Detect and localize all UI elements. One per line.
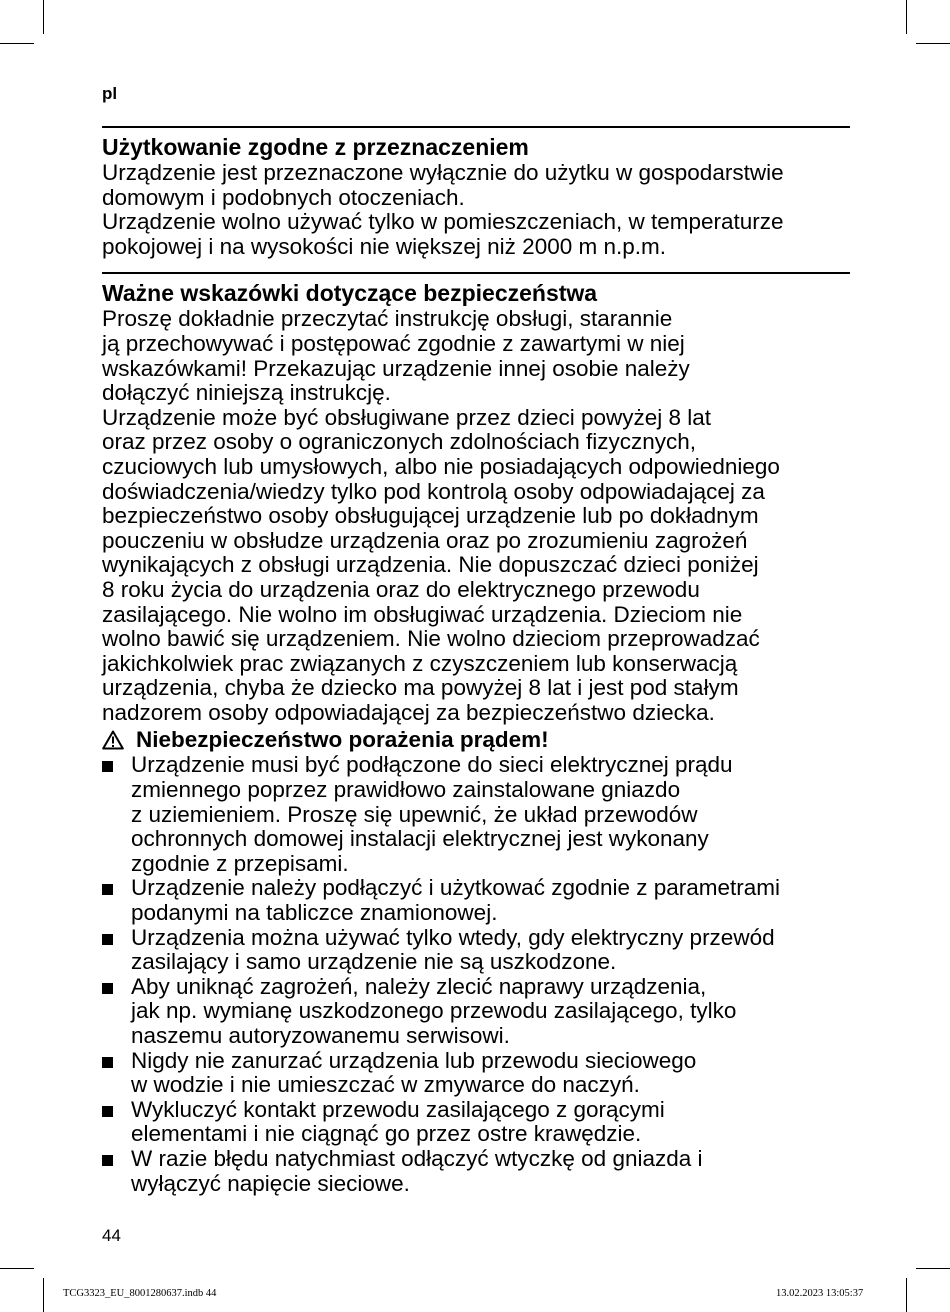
section-intended-use [102,126,850,259]
crop-mark [906,0,907,34]
text-line: W razie błędu natychmiast odłączyć wtyczkę od gniazda i [131,1145,703,1171]
text-line: w wodzie i nie umieszczać w zmywarce do naczyń. [131,1072,640,1098]
page-content [102,126,850,1196]
crop-mark [43,0,44,34]
list-item [102,876,850,925]
section-title: Ważne wskazówki dotyczące bezpieczeństwa [102,280,598,307]
warning-heading [102,727,850,753]
text-line: podanymi na tabliczce znamionowej. [131,900,498,926]
text-line: elementami i nie ciągnąć go przez ostre krawędzie. [131,1121,642,1147]
list-item [102,1049,850,1098]
section-safety [102,272,850,1196]
text-line: Urządzenie wolno używać tylko w pomieszczeniach, w temperaturze [102,209,784,235]
text-line: Proszę dokładnie przeczytać instrukcję obsługi, starannie [102,306,673,332]
text-line: pokojowej i na wysokości nie większej niż 2000 m n.p.m. [102,233,667,259]
text-line: wolno bawić się urządzeniem. Nie wolno dzieciom przeprowadzać [102,626,760,652]
list-item [102,975,850,1049]
text-line: jakichkolwiek prac związanych z czyszczeniem lub konserwacją [102,650,738,676]
warning-triangle-icon [102,730,124,750]
section-body [102,307,850,725]
print-file-info: TCG3323_EU_8001280637.indb 44 [63,1288,217,1299]
text-line: Urządzenie może być obsługiwane przez dzieci powyżej 8 lat [102,404,712,430]
text-line: czuciowych lub umysłowych, albo nie posiadających odpowiedniego [102,453,780,479]
text-line: oraz przez osoby o ograniczonych zdolnościach fizycznych, [102,429,697,455]
text-line: wyłączyć napięcie sieciowe. [131,1170,410,1196]
bullet-square-icon [102,1106,113,1117]
safety-bullet-list [102,753,850,1196]
text-line: Urządzenie jest przeznaczone wyłącznie do użytku w gospodarstwie [102,160,784,185]
text-line: Urządzenie należy podłączyć i użytkować zgodnie z parametrami [131,875,781,901]
text-line: Wykluczyć kontakt przewodu zasilającego z gorącymi [131,1096,665,1122]
text-line: Urządzenie musi być podłączone do sieci elektrycznej prądu [131,752,733,778]
text-line: naszemu autoryzowanemu serwisowi. [131,1023,510,1048]
text-line: ochronnych domowej instalacji elektrycznej jest wykonany [131,826,709,852]
bullet-square-icon [102,1155,113,1166]
bullet-square-icon [102,1057,113,1068]
text-line: zgodnie z przepisami. [131,850,349,876]
bullet-square-icon [102,983,113,994]
text-line: dołączyć niniejszą instrukcję. [102,380,391,406]
text-line: wskazówkami! Przekazując urządzenie innej osobie należy [102,355,690,381]
crop-mark [0,43,34,44]
list-item [102,1098,850,1147]
text-line: z uziemieniem. Proszę się upewnić, że układ przewodów [131,801,698,827]
text-line: 8 roku życia do urządzenia oraz do elektrycznego przewodu [102,576,700,602]
section-title: Użytkowanie zgodne z przeznaczeniem [102,134,529,160]
language-code: pl [102,84,118,103]
text-line: wynikających z obsługi urządzenia. Nie dopuszczać dzieci poniżej [102,552,759,578]
text-line: Aby uniknąć zagrożeń, należy zlecić naprawy urządzenia, [131,973,707,999]
text-line: Urządzenia można używać tylko wtedy, gdy elektryczny przewód [131,924,775,950]
text-line: doświadczenia/wiedzy tylko pod kontrolą osoby odpowiadającej za [102,478,765,504]
crop-mark [916,1268,950,1269]
crop-mark [43,1278,44,1312]
crop-mark [0,1268,34,1269]
page-number: 44 [102,1226,121,1245]
bullet-square-icon [102,884,113,895]
text-line: jak np. wymianę uszkodzonego przewodu zasilającego, tylko [131,998,737,1024]
bullet-square-icon [102,761,113,772]
text-line: Nigdy nie zanurzać urządzenia lub przewodu sieciowego [131,1047,697,1073]
section-body [102,161,850,259]
text-line: zasilającego. Nie wolno im obsługiwać urządzenia. Dzieciom nie [102,601,743,627]
list-item [102,926,850,975]
text-line: domowym i podobnych otoczeniach. [102,184,465,210]
crop-mark [916,43,950,44]
warning-title: Niebezpieczeństwo porażenia prądem! [136,727,549,753]
text-line: ją przechowywać i postępować zgodnie z zawartymi w niej [102,330,685,356]
crop-mark [906,1278,907,1312]
text-line: urządzenia, chyba że dziecko ma powyżej 8 lat i jest pod stałym [102,675,739,701]
list-item [102,753,850,876]
text-line: zmiennego poprzez prawidłowo zainstalowane gniazdo [131,777,681,803]
text-line: bezpieczeństwo osoby obsługującej urządzenie lub po dokładnym [102,503,759,529]
bullet-square-icon [102,934,113,945]
list-item [102,1147,850,1196]
text-line: nadzorem osoby odpowiadającej za bezpieczeństwo dziecka. [102,699,715,725]
print-date-info: 13.02.2023 13:05:37 [776,1288,864,1299]
text-line: pouczeniu w obsłudze urządzenia oraz po zrozumieniu zagrożeń [102,527,748,553]
text-line: zasilający i samo urządzenie nie są uszkodzone. [131,949,617,975]
